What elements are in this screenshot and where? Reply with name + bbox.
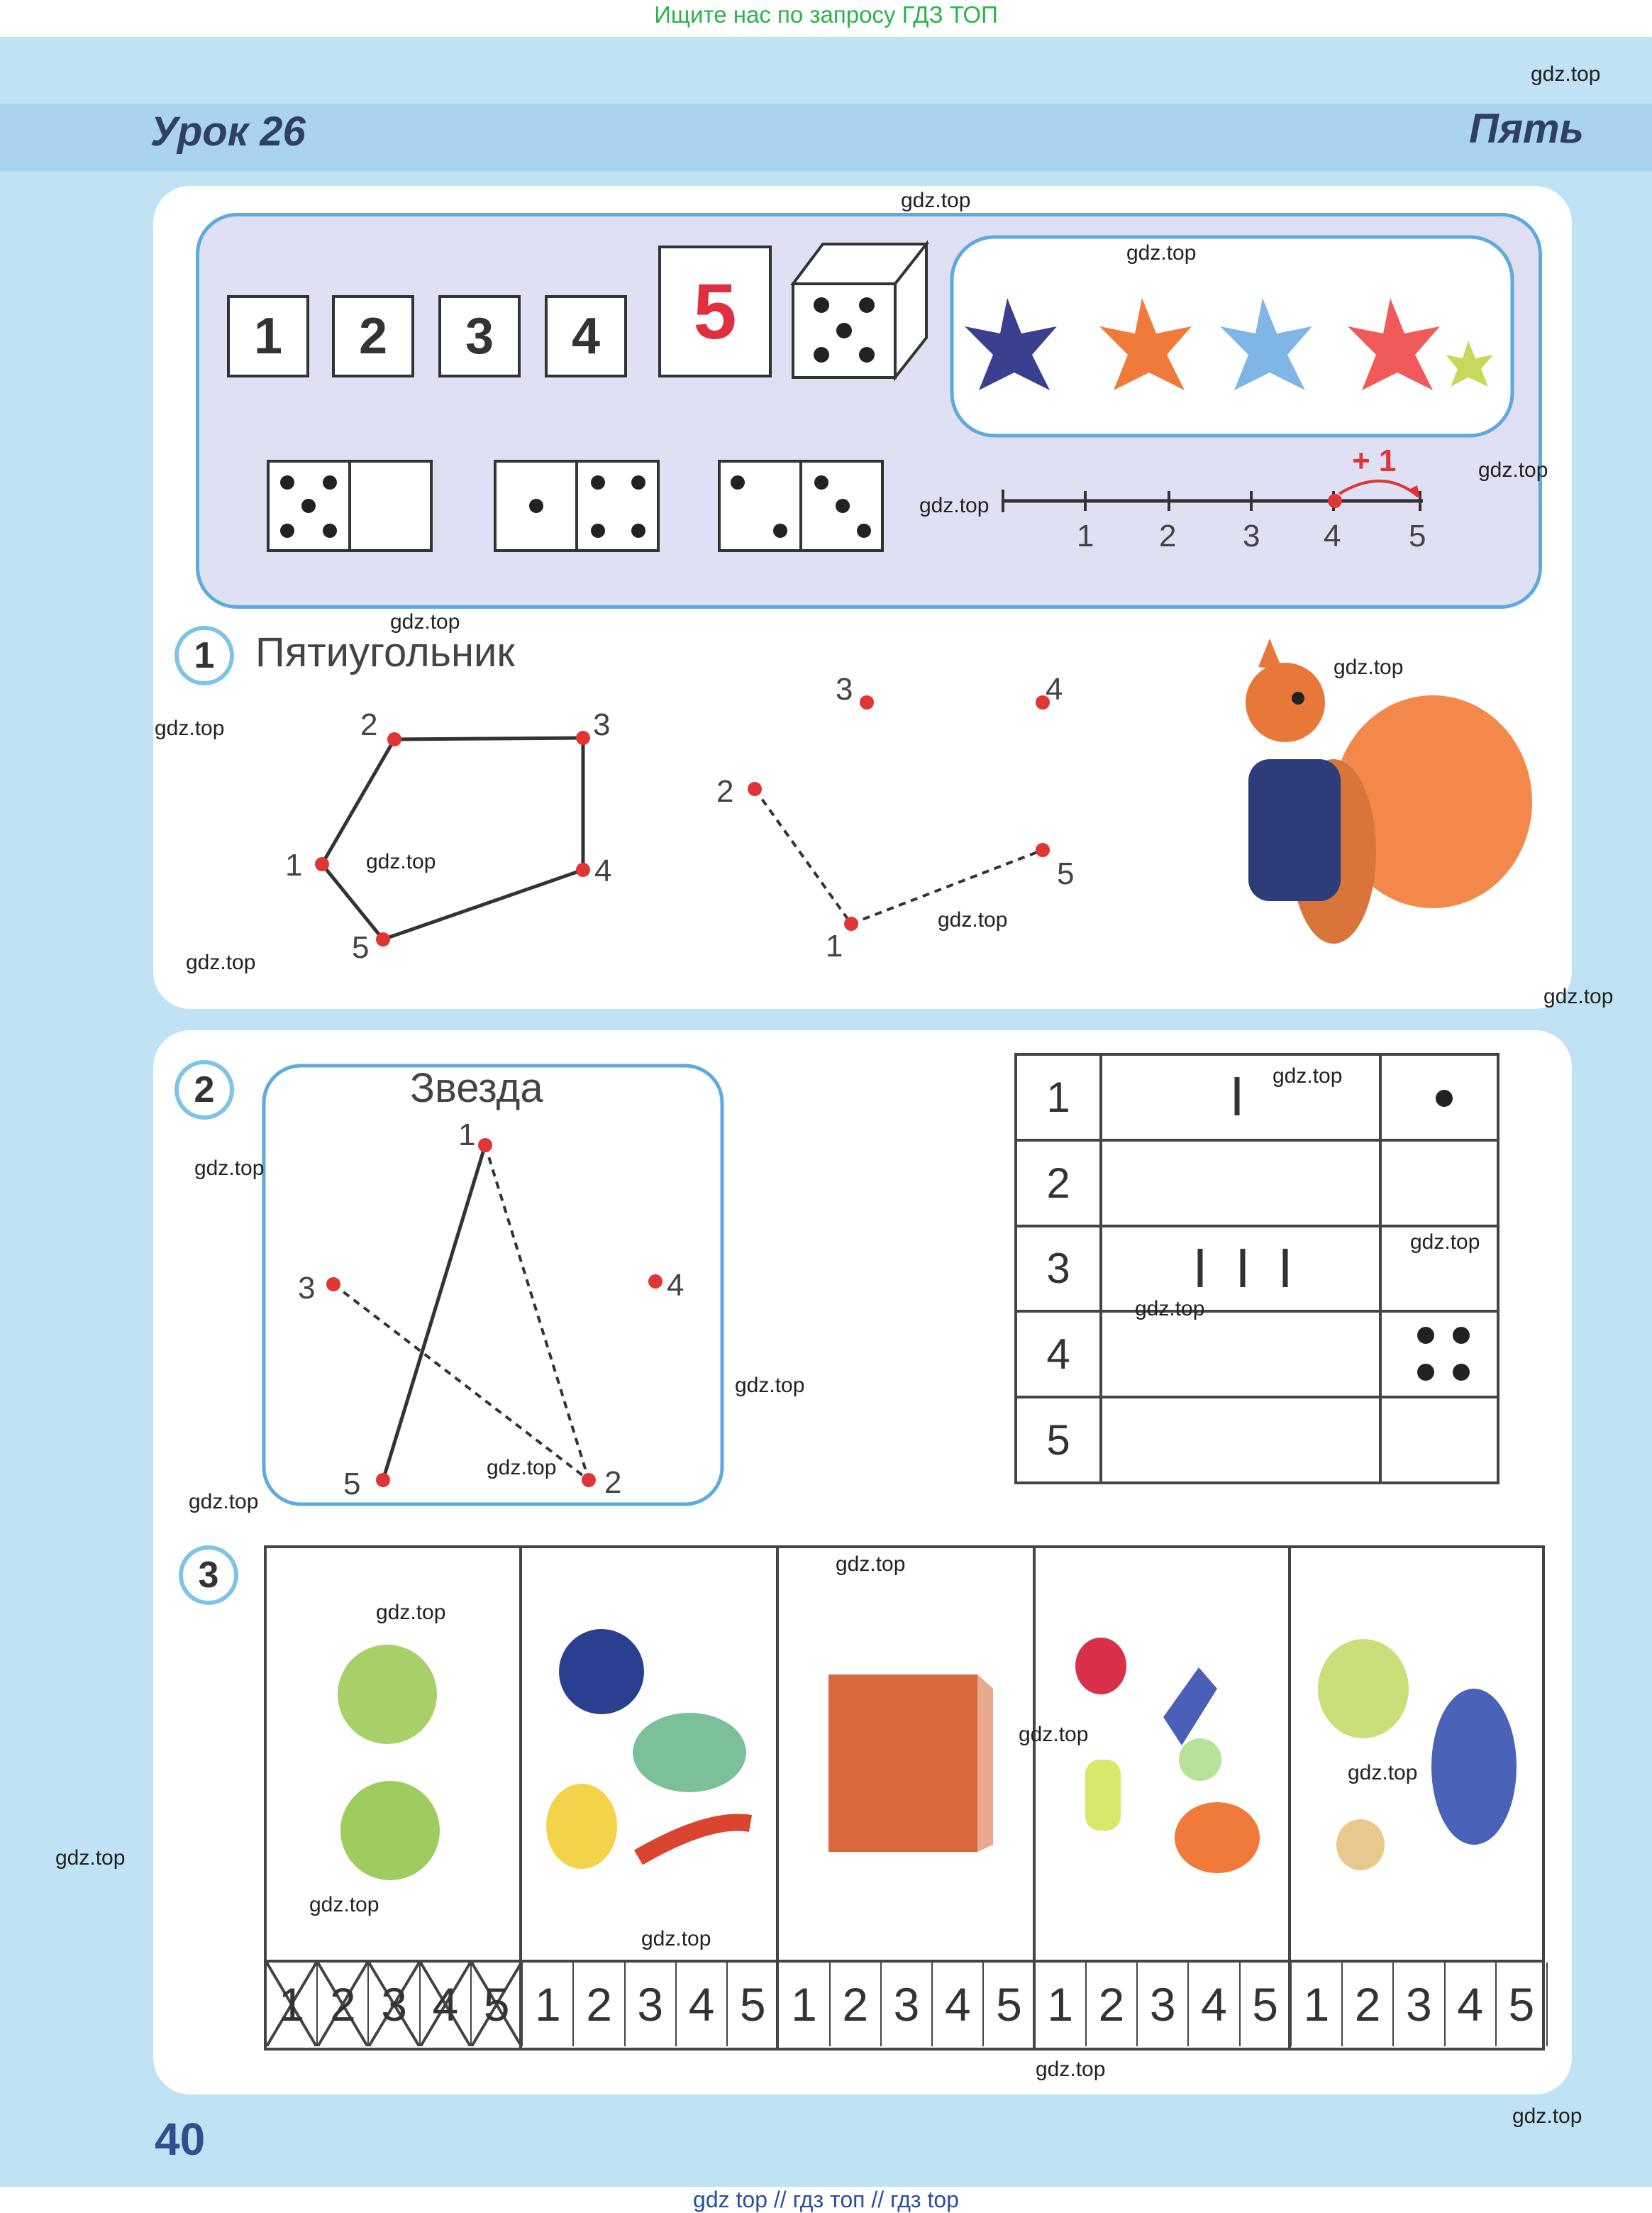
number-tile-3: 3 — [438, 295, 521, 377]
domino-icon — [268, 461, 431, 551]
answer-digits-row — [267, 1963, 1543, 2048]
table-cell[interactable] — [1380, 1140, 1498, 1226]
watermark: gdz.top — [390, 610, 460, 634]
number-tile-5: 5 — [658, 245, 772, 377]
answer-digit-cell[interactable]: 4 — [421, 1963, 472, 2046]
star-label-1: 1 — [458, 1117, 476, 1152]
number-line-tick-5: 5 — [1409, 519, 1426, 553]
answer-digit-cell[interactable]: 3 — [369, 1963, 420, 2046]
answer-digit-cell[interactable]: 4 — [1189, 1963, 1240, 2046]
pentagon-label-4: 4 — [594, 854, 612, 888]
number-tile-4: 4 — [545, 295, 627, 377]
watermark: gdz.top — [55, 1846, 126, 1870]
pentagon-figure — [322, 738, 583, 939]
domino-icon — [495, 461, 658, 551]
answer-digit-cell[interactable]: 2 — [831, 1963, 882, 2046]
watermark: gdz.top — [487, 1456, 557, 1479]
answer-digit-cell[interactable]: 4 — [1446, 1963, 1497, 2046]
watermark: gdz.top — [1348, 1761, 1418, 1784]
star-label-3: 3 — [298, 1271, 316, 1306]
answer-digit-cell[interactable]: 5 — [1241, 1963, 1292, 2046]
task-number-3: 3 — [179, 1545, 238, 1605]
answer-digit-cell[interactable]: 3 — [1138, 1963, 1189, 2046]
watermark: gdz.top — [1410, 1230, 1480, 1254]
table-cell[interactable] — [1380, 1054, 1498, 1140]
watermark: gdz.top — [1126, 241, 1197, 265]
increment-label: + 1 — [1352, 443, 1397, 478]
star-label-2: 2 — [604, 1465, 622, 1500]
watermark: gdz.top — [1334, 656, 1404, 679]
table-row-number: 5 — [1046, 1416, 1070, 1464]
watermark: gdz.top — [735, 1374, 805, 1397]
number-tile-2: 2 — [332, 295, 414, 377]
lesson-title: Урок 26 — [150, 109, 306, 155]
watermark: gdz.top — [1543, 985, 1614, 1008]
domino-icon — [719, 461, 882, 551]
watermark: gdz.top — [1273, 1064, 1343, 1088]
star-label-4: 4 — [667, 1268, 684, 1303]
tally-table — [1014, 1053, 1499, 1484]
answer-digit-cell[interactable]: 4 — [933, 1963, 984, 2046]
pentagon2-label-1: 1 — [826, 929, 843, 964]
answer-digit-cell[interactable]: 1 — [779, 1963, 830, 2046]
table-row-number: 3 — [1046, 1245, 1070, 1293]
number-tile-1: 1 — [227, 295, 309, 377]
watermark: gdz.top — [1019, 1723, 1089, 1746]
answer-digit-cell[interactable]: 2 — [574, 1963, 625, 2046]
answer-digit-cell[interactable]: 5 — [472, 1963, 523, 2046]
watermark: gdz.top — [1135, 1297, 1205, 1320]
task1-title: Пятиугольник — [255, 629, 515, 675]
pentagon2-label-4: 4 — [1046, 672, 1063, 707]
pentagon2-label-2: 2 — [716, 774, 734, 809]
answer-digit-cell[interactable]: 5 — [984, 1963, 1035, 2046]
number-line-tick-3: 3 — [1243, 519, 1260, 553]
answer-digit-cell[interactable]: 2 — [1343, 1963, 1394, 2046]
pentagon2-label-3: 3 — [836, 672, 853, 707]
pentagon-label-5: 5 — [352, 930, 370, 965]
bottom-note: gdz top // гдз топ // гдз top — [693, 2187, 959, 2212]
watermark: gdz.top — [938, 908, 1008, 932]
page-number: 40 — [155, 2114, 206, 2165]
answer-digit-cell[interactable]: 2 — [318, 1963, 369, 2046]
answer-digit-cell[interactable]: 1 — [1292, 1963, 1343, 2046]
unfinished-pentagon — [748, 695, 1050, 931]
table-cell[interactable] — [1101, 1397, 1380, 1483]
watermark: gdz.top — [189, 1490, 259, 1513]
table-cell[interactable] — [1101, 1311, 1380, 1397]
answer-digit-cell[interactable]: 2 — [1087, 1963, 1138, 2046]
watermark: gdz.top — [901, 189, 971, 212]
lesson-theme: Пять — [1469, 106, 1584, 152]
number-line — [1003, 481, 1423, 512]
answer-digit-cell[interactable]: 1 — [523, 1963, 574, 2046]
watermark: gdz.top — [1512, 2104, 1582, 2128]
answer-digit-cell[interactable]: 3 — [882, 1963, 933, 2046]
table-row-number: 2 — [1046, 1159, 1070, 1207]
number-line-tick-1: 1 — [1077, 519, 1094, 553]
pentagon-label-2: 2 — [360, 707, 378, 742]
watermark: gdz.top — [376, 1601, 446, 1624]
pentagon2-label-5: 5 — [1057, 856, 1075, 891]
watermark: gdz.top — [194, 1157, 265, 1180]
number-line-tick-2: 2 — [1159, 519, 1177, 553]
table-cell[interactable] — [1380, 1397, 1498, 1483]
answer-digit-cell[interactable]: 3 — [1394, 1963, 1445, 2046]
watermark: gdz.top — [309, 1893, 379, 1916]
answer-digit-cell[interactable]: 1 — [267, 1963, 318, 2046]
watermark: gdz.top — [919, 494, 989, 517]
star-label-5: 5 — [343, 1467, 361, 1501]
answer-digit-cell[interactable]: 4 — [677, 1963, 728, 2046]
answer-digit-cell[interactable]: 5 — [728, 1963, 779, 2046]
watermark: gdz.top — [366, 850, 436, 873]
dice-icon — [793, 244, 926, 377]
table-cell[interactable] — [1101, 1140, 1380, 1226]
watermark: gdz.top — [836, 1552, 906, 1576]
top-note: Ищите нас по запросу ГДЗ ТОП — [654, 1, 998, 28]
watermark: gdz.top — [155, 717, 225, 740]
watermark: gdz.top — [1531, 62, 1601, 86]
pentagon-label-1: 1 — [285, 848, 303, 883]
pentagon-label-3: 3 — [593, 707, 611, 742]
table-cell[interactable] — [1380, 1311, 1498, 1397]
task-number-2: 2 — [174, 1060, 234, 1120]
number-line-tick-4: 4 — [1324, 519, 1341, 553]
watermark: gdz.top — [1036, 2058, 1106, 2081]
squirrel-illustration — [1246, 639, 1532, 944]
answer-digit-cell[interactable]: 1 — [1036, 1963, 1087, 2046]
task-number-1: 1 — [174, 626, 234, 685]
answer-digit-cell[interactable]: 3 — [626, 1963, 677, 2046]
table-row-number: 4 — [1046, 1330, 1070, 1379]
answer-digit-cell[interactable]: 5 — [1497, 1963, 1548, 2046]
watermark: gdz.top — [1478, 458, 1548, 482]
watermark: gdz.top — [186, 951, 256, 974]
table-row-number: 1 — [1046, 1073, 1070, 1121]
task2-title: Звезда — [410, 1065, 543, 1111]
watermark: gdz.top — [641, 1927, 711, 1950]
